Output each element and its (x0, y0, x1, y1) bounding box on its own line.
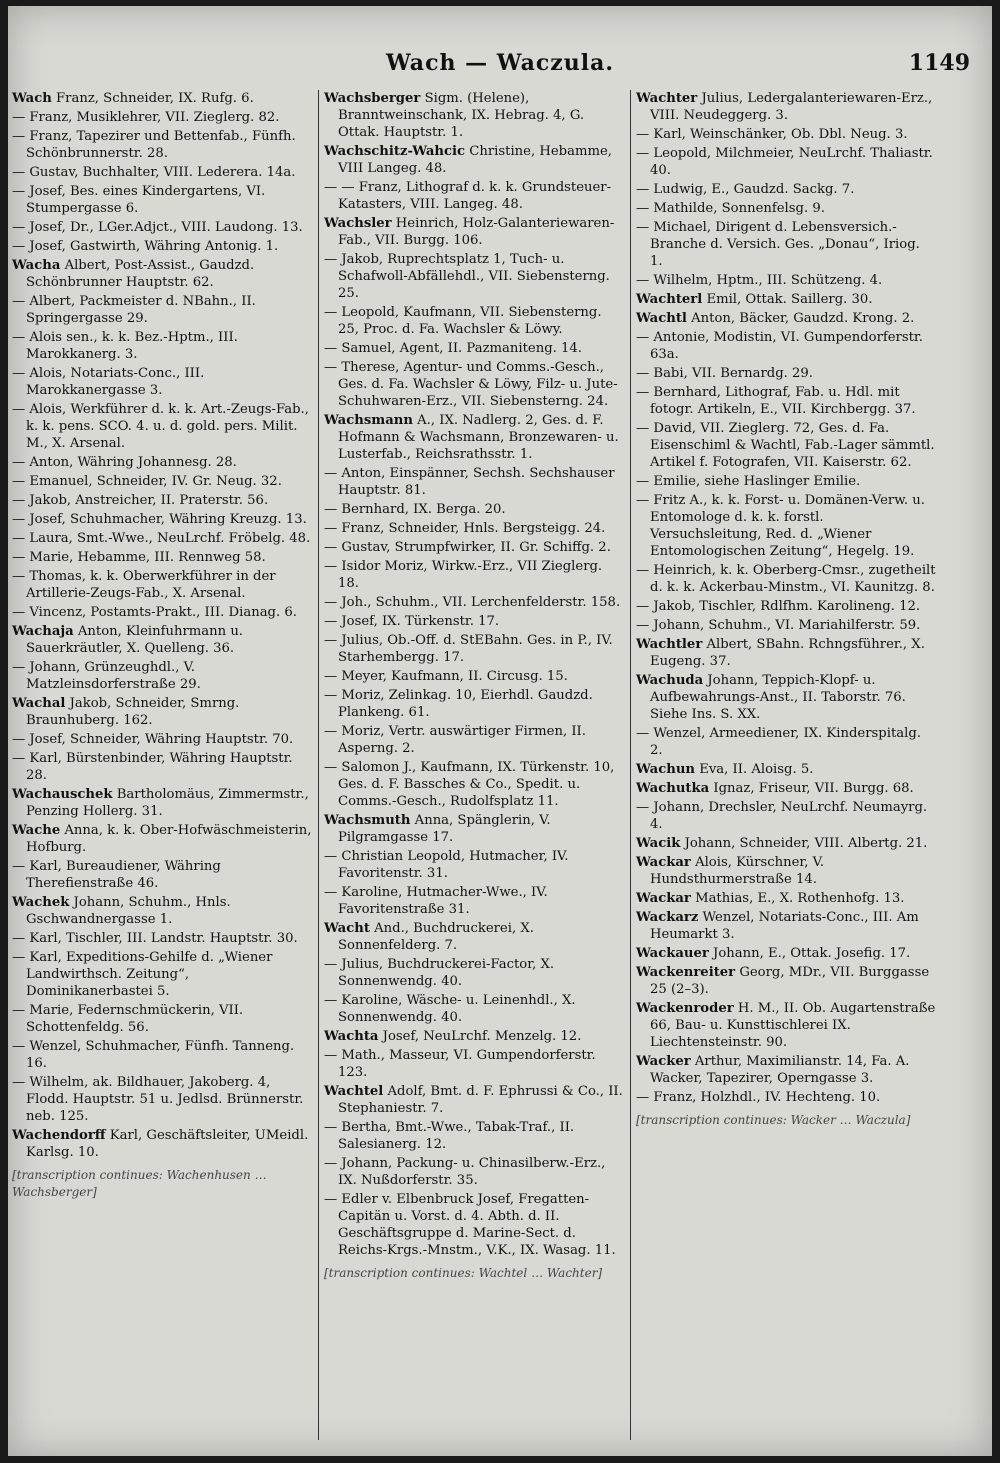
entry-surname: Wackarz (636, 910, 699, 925)
column-divider (318, 90, 319, 1440)
entry-text: — Vincenz, Postamts-Prakt., III. Dianag. 6. (12, 605, 297, 620)
directory-entry (12, 822, 312, 856)
directory-page (8, 6, 992, 1456)
entry-surname: Wachek (12, 895, 70, 910)
entry-text: — Karl, Bürstenbinder, Währing Hauptstr. 28. (12, 751, 293, 783)
entry-surname: Wachtler (636, 637, 703, 652)
directory-entry (12, 858, 312, 892)
directory-entry (12, 365, 312, 399)
directory-entry (636, 854, 936, 888)
directory-entry (12, 164, 312, 181)
entry-text: Karl, Geschäftsleiter, UMeidl. Karlsg. 10. (26, 1128, 309, 1160)
entry-surname: Wache (12, 823, 61, 838)
entry-surname: Wachtl (636, 311, 687, 326)
entry-text: — Laura, Smt.-Wwe., NeuLrchf. Fröbelg. 48. (12, 531, 311, 546)
entry-text: — Marie, Federnschmückerin, VII. Schottenfeldg. 56. (12, 1003, 244, 1035)
entry-text: — Julius, Buchdruckerei-Factor, X. Sonnenwendg. 40. (324, 957, 555, 989)
entry-text: — Johann, Drechsler, NeuLrchf. Neumayrg. 4. (636, 800, 928, 832)
entry-surname: Wacha (12, 258, 61, 273)
entry-text: Ignaz, Friseur, VII. Burgg. 68. (709, 781, 914, 796)
entry-surname: Wachsberger (324, 91, 421, 106)
directory-entry (636, 90, 936, 124)
entry-text: — Edler v. Elbenbruck Josef, Fregatten-Capitän u. Vorst. d. 4. Abth. d. II. Geschäftsgruppe d. Marine-Sect. d. Reichs-Krgs.-Mnstm., V.K., IX. Wasag. 11. (324, 1192, 616, 1258)
entry-text: — Karl, Weinschänker, Ob. Dbl. Neug. 3. (636, 127, 908, 142)
entry-text: — Moriz, Zelinkag. 10, Eierhdl. Gaudzd. Plankeng. 61. (324, 688, 593, 720)
column-1 (12, 90, 312, 1440)
directory-entry (324, 304, 624, 338)
directory-entry (12, 659, 312, 693)
directory-entry (12, 1074, 312, 1125)
continuation-note: [transcription continues: Wachenhusen … Wachsberger] (12, 1168, 267, 1199)
entry-text: Alois, Kürschner, V. Hundsthurmerstraße 14. (650, 855, 825, 887)
directory-entry (324, 848, 624, 882)
page-header (8, 50, 992, 84)
entry-surname: Wachuda (636, 673, 704, 688)
directory-entry (636, 473, 936, 490)
directory-entry (324, 920, 624, 954)
entry-surname: Wackauer (636, 946, 709, 961)
directory-entry (636, 725, 936, 759)
entry-text: — Julius, Ob.-Off. d. StEBahn. Ges. in P., IV. Starhembergg. 17. (324, 633, 613, 665)
continuation-note: [transcription continues: Wachtel … Wachter] (324, 1266, 603, 1280)
directory-entry (12, 894, 312, 928)
column-2 (324, 90, 624, 1440)
entry-text: — Josef, Dr., LGer.Adjct., VIII. Laudong. 13. (12, 220, 303, 235)
directory-entry (636, 1053, 936, 1087)
directory-entry (324, 1047, 624, 1081)
entry-text: A., IX. Nadlerg. 2, Ges. d. F. Hofmann & Wachsmann, Bronzewaren- u. Lusterfab., Reichsrathsstr. 1. (338, 413, 619, 462)
entry-text: — Anton, Währing Johannesg. 28. (12, 455, 237, 470)
entry-text: Adolf, Bmt. d. F. Ephrussi & Co., II. Stephaniestr. 7. (338, 1084, 623, 1116)
directory-entry (324, 558, 624, 592)
directory-entry (12, 511, 312, 528)
directory-entry (636, 780, 936, 797)
entry-surname: Wachta (324, 1029, 379, 1044)
entry-surname: Wacht (324, 921, 370, 936)
entry-text: — — Franz, Lithograf d. k. k. Grundsteuer-Katasters, VIII. Langeg. 48. (324, 180, 612, 212)
directory-entry (324, 613, 624, 630)
directory-entry (636, 598, 936, 615)
entry-text: — Leopold, Milchmeier, NeuLrchf. Thaliastr. 40. (636, 146, 933, 178)
entry-text: — Josef, Bes. eines Kindergartens, VI. Stumpergasse 6. (12, 184, 266, 216)
directory-entry (324, 1119, 624, 1153)
directory-entry (636, 420, 936, 471)
directory-entry (636, 492, 936, 560)
entry-text: — Karoline, Hutmacher-Wwe., IV. Favoritenstraße 31. (324, 885, 548, 917)
directory-entry (324, 956, 624, 990)
entry-text: And., Buchdruckerei, X. Sonnenfelderg. 7. (338, 921, 534, 953)
entry-text: Anna, Spänglerin, V. Pilgramgasse 17. (338, 813, 551, 845)
entry-surname: Wachsler (324, 216, 392, 231)
entry-text: Johann, Teppich-Klopf- u. Aufbewahrungs-Anst., II. Taborstr. 76. Siehe Ins. S. XX. (650, 673, 906, 722)
directory-entry (324, 594, 624, 611)
directory-entry (12, 128, 312, 162)
entry-text: Franz, Schneider, IX. Rufg. 6. (51, 91, 254, 106)
directory-entry (636, 761, 936, 778)
entry-text: — Johann, Schuhm., VI. Mariahilferstr. 59. (636, 618, 921, 633)
directory-entry (12, 238, 312, 255)
directory-entry (324, 520, 624, 537)
entry-text: — Jakob, Tischler, Rdlfhm. Karolineng. 12. (636, 599, 921, 614)
entry-surname: Wachschitz-Wahcic (324, 144, 466, 159)
entry-text: — Josef, IX. Türkenstr. 17. (324, 614, 500, 629)
directory-entry (324, 759, 624, 810)
entry-surname: Wachsmann (324, 413, 413, 428)
entry-text: Albert, SBahn. Rchngsführer., X. Eugeng. 37. (650, 637, 925, 669)
entry-surname: Wachauschek (12, 787, 113, 802)
entry-text: — David, VII. Zieglerg. 72, Ges. d. Fa. Eisenschiml & Wachtl, Fab.-Lager sämmtl. Artikel f. Fotografen, VII. Kaiserstr. 62. (636, 421, 935, 470)
entry-text: — Salomon J., Kaufmann, IX. Türkenstr. 10, Ges. d. F. Bassches & Co., Spedit. u. Comms.-Gesch., Rudolfsplatz 11. (324, 760, 615, 809)
entry-text: — Mathilde, Sonnenfelsg. 9. (636, 201, 825, 216)
entry-text: — Bernhard, IX. Berga. 20. (324, 502, 506, 517)
directory-entry (324, 179, 624, 213)
directory-entry (636, 200, 936, 217)
entry-text: Bartholomäus, Zimmermstr., Penzing Hollerg. 31. (26, 787, 309, 819)
entry-text: — Isidor Moriz, Wirkw.-Erz., VII Zieglerg. 18. (324, 559, 603, 591)
entry-text: Jakob, Schneider, Smrng. Braunhuberg. 162. (26, 696, 240, 728)
entry-text: — Moriz, Vertr. auswärtiger Firmen, II. Asperng. 2. (324, 724, 586, 756)
entry-surname: Wachendorff (12, 1128, 106, 1143)
directory-entry (12, 401, 312, 452)
directory-entry (12, 731, 312, 748)
directory-entry (636, 145, 936, 179)
entry-text: — Jakob, Ruprechtsplatz 1, Tuch- u. Schafwoll-Abfällehdl., VII. Siebensterng. 25. (324, 252, 610, 301)
directory-entry (324, 812, 624, 846)
directory-entry (636, 799, 936, 833)
directory-entry (12, 492, 312, 509)
directory-entry (636, 272, 936, 289)
entry-surname: Wach (12, 91, 52, 106)
directory-entry (636, 636, 936, 670)
directory-entry (12, 329, 312, 363)
directory-entry (324, 539, 624, 556)
directory-entry (324, 340, 624, 357)
entry-text: — Meyer, Kaufmann, II. Circusg. 15. (324, 669, 568, 684)
directory-entry (12, 623, 312, 657)
entry-text: Heinrich, Holz-Galanteriewaren-Fab., VII. Burgg. 106. (338, 216, 615, 248)
directory-entry (324, 668, 624, 685)
entry-text: Emil, Ottak. Saillerg. 30. (702, 292, 873, 307)
entry-surname: Wackar (636, 891, 691, 906)
entry-surname: Wacik (636, 836, 681, 851)
entry-text: — Gustav, Buchhalter, VIII. Lederera. 14a. (12, 165, 296, 180)
directory-entry (636, 964, 936, 998)
directory-entry (324, 1191, 624, 1259)
entry-text: — Franz, Holzhdl., IV. Hechteng. 10. (636, 1090, 881, 1105)
directory-entry (636, 672, 936, 723)
entry-text: — Christian Leopold, Hutmacher, IV. Favoritenstr. 31. (324, 849, 569, 881)
entry-text: Josef, NeuLrchf. Menzelg. 12. (378, 1029, 582, 1044)
directory-entry (324, 90, 624, 141)
entry-text: — Emilie, siehe Haslinger Emilie. (636, 474, 861, 489)
directory-entry (636, 181, 936, 198)
entry-text: — Karoline, Wäsche- u. Leinenhdl., X. Sonnenwendg. 40. (324, 993, 576, 1025)
entry-surname: Wacker (636, 1054, 691, 1069)
entry-text: Eva, II. Aloisg. 5. (695, 762, 814, 777)
directory-entry (12, 530, 312, 547)
entry-text: Georg, MDr., VII. Burggasse 25 (2–3). (650, 965, 930, 997)
entry-text: — Anton, Einspänner, Sechsh. Sechshauser Hauptstr. 81. (324, 466, 615, 498)
directory-entry (324, 359, 624, 410)
directory-entry (12, 930, 312, 947)
entry-text: — Therese, Agentur- und Comms.-Gesch., Ges. d. Fa. Wachsler & Löwy, Filz- u. Jute-Schuhwaren-Erz., VII. Siebensterng. 24. (324, 360, 618, 409)
directory-entry (636, 1089, 936, 1106)
page-title: Wach — Waczula. (386, 50, 614, 76)
entry-text: — Wilhelm, Hptm., III. Schützeng. 4. (636, 273, 883, 288)
entry-text: — Franz, Schneider, Hnls. Bergsteigg. 24. (324, 521, 606, 536)
entry-text: — Albert, Packmeister d. NBahn., II. Springergasse 29. (12, 294, 256, 326)
directory-entry (636, 291, 936, 308)
entry-surname: Wachterl (636, 292, 703, 307)
directory-entry (12, 1038, 312, 1072)
entry-text: Anton, Kleinfuhrmann u. Sauerkräutler, X. Quelleng. 36. (26, 624, 244, 656)
entry-text: Albert, Post-Assist., Gaudzd. Schönbrunner Hauptstr. 62. (26, 258, 255, 290)
entry-text: — Ludwig, E., Gaudzd. Sackg. 7. (636, 182, 855, 197)
entry-surname: Wachtel (324, 1084, 384, 1099)
entry-text: — Franz, Musiklehrer, VII. Zieglerg. 82. (12, 110, 280, 125)
entry-text: — Josef, Schuhmacher, Währing Kreuzg. 13. (12, 512, 307, 527)
entry-text: — Wenzel, Schuhmacher, Fünfh. Tanneng. 16. (12, 1039, 295, 1071)
entry-text: — Johann, Grünzeughdl., V. Matzleinsdorferstraße 29. (12, 660, 201, 692)
entry-text: — Gustav, Strumpfwirker, II. Gr. Schiffg. 2. (324, 540, 611, 555)
entry-text: — Wilhelm, ak. Bildhauer, Jakoberg. 4, Flodd. Hauptstr. 51 u. Jedlsd. Brünnerstr. neb. 125. (12, 1075, 304, 1124)
entry-surname: Wackar (636, 855, 691, 870)
entry-text: Anton, Bäcker, Gaudzd. Krong. 2. (686, 311, 915, 326)
directory-entry (12, 568, 312, 602)
directory-entry (12, 293, 312, 327)
directory-entry (324, 632, 624, 666)
directory-entry (12, 257, 312, 291)
entry-text: — Karl, Tischler, III. Landstr. Hauptstr. 30. (12, 931, 298, 946)
directory-entry (324, 1028, 624, 1045)
directory-entry (636, 126, 936, 143)
directory-entry (12, 90, 312, 107)
entry-text: — Heinrich, k. k. Oberberg-Cmsr., zugetheilt d. k. k. Ackerbau-Minstm., VI. Kaunitzg. 8. (636, 563, 936, 595)
entry-surname: Wachal (12, 696, 66, 711)
entry-text: — Alois, Notariats-Conc., III. Marokkanergasse 3. (12, 366, 205, 398)
directory-entry (12, 1002, 312, 1036)
directory-entry (636, 219, 936, 270)
entry-surname: Wachter (636, 91, 698, 106)
entry-text: — Leopold, Kaufmann, VII. Siebensterng. 25, Proc. d. Fa. Wachsler & Löwy. (324, 305, 602, 337)
entry-surname: Wackenreiter (636, 965, 736, 980)
entry-text: — Emanuel, Schneider, IV. Gr. Neug. 32. (12, 474, 282, 489)
entry-text: — Samuel, Agent, II. Pazmaniteng. 14. (324, 341, 582, 356)
directory-entry (636, 384, 936, 418)
entry-text: — Johann, Packung- u. Chinasilberw.-Erz., IX. Nußdorferstr. 35. (324, 1156, 606, 1188)
entry-text: — Wenzel, Armeediener, IX. Kinderspitalg. 2. (636, 726, 921, 758)
directory-entry (636, 329, 936, 363)
directory-entry (12, 949, 312, 1000)
page-number: 1149 (908, 50, 970, 76)
directory-entry (324, 215, 624, 249)
directory-entry (636, 365, 936, 382)
entry-text: — Bertha, Bmt.-Wwe., Tabak-Traf., II. Salesianerg. 12. (324, 1120, 575, 1152)
directory-entry (324, 412, 624, 463)
entry-text: — Marie, Hebamme, III. Rennweg 58. (12, 550, 266, 565)
entry-text: — Michael, Dirigent d. Lebensversich.-Branche d. Versich. Ges. „Donau“, Iriog. 1. (636, 220, 920, 269)
directory-entry (12, 183, 312, 217)
directory-entry (324, 687, 624, 721)
entry-text: — Alois sen., k. k. Bez.-Hptm., III. Marokkanerg. 3. (12, 330, 238, 362)
directory-entry (636, 909, 936, 943)
entry-text: Mathias, E., X. Rothenhofg. 13. (690, 891, 905, 906)
directory-entry (324, 1155, 624, 1189)
directory-entry (324, 723, 624, 757)
directory-entry (636, 835, 936, 852)
directory-entry (324, 143, 624, 177)
directory-entry (636, 562, 936, 596)
directory-entry (12, 549, 312, 566)
entry-surname: Wachun (636, 762, 696, 777)
directory-entry (12, 786, 312, 820)
directory-entry (636, 617, 936, 634)
directory-entry (12, 109, 312, 126)
directory-entry (12, 750, 312, 784)
entry-text: — Bernhard, Lithograf, Fab. u. Hdl. mit fotogr. Artikeln, E., VII. Kirchbergg. 37. (636, 385, 916, 417)
entry-text: — Karl, Bureaudiener, Währing Therefienstraße 46. (12, 859, 221, 891)
entry-text: — Josef, Gastwirth, Währing Antonig. 1. (12, 239, 279, 254)
entry-text: Johann, Schneider, VIII. Albertg. 21. (680, 836, 928, 851)
directory-entry (12, 1127, 312, 1161)
column-divider (630, 90, 631, 1440)
entry-text: Sigm. (Helene), Branntweinschank, IX. Hebrag. 4, G. Ottak. Hauptstr. 1. (338, 91, 585, 140)
entry-text: Christine, Hebamme, VIII Langeg. 48. (338, 144, 612, 176)
directory-entry (324, 251, 624, 302)
continuation-note: [transcription continues: Wacker … Waczula] (636, 1113, 911, 1127)
entry-text: — Math., Masseur, VI. Gumpendorferstr. 123. (324, 1048, 596, 1080)
entry-text: — Jakob, Anstreicher, II. Praterstr. 56. (12, 493, 269, 508)
directory-entry (324, 465, 624, 499)
directory-entry (12, 454, 312, 471)
entry-surname: Wachsmuth (324, 813, 411, 828)
directory-entry (12, 695, 312, 729)
entry-text: — Joh., Schuhm., VII. Lerchenfelderstr. 158. (324, 595, 621, 610)
directory-entry (12, 219, 312, 236)
directory-entry (636, 310, 936, 327)
entry-text: — Karl, Expeditions-Gehilfe d. „Wiener Landwirthsch. Zeitung“, Dominikanerbastei 5. (12, 950, 273, 999)
entry-text: — Babi, VII. Bernardg. 29. (636, 366, 814, 381)
entry-text: Johann, E., Ottak. Josefig. 17. (708, 946, 911, 961)
entry-text: Anna, k. k. Ober-Hofwäschmeisterin, Hofburg. (26, 823, 312, 855)
entry-text: H. M., II. Ob. Augartenstraße 66, Bau- u. Kunsttischlerei IX. Liechtensteinstr. 90. (650, 1001, 936, 1050)
directory-entry (636, 945, 936, 962)
directory-entry (324, 501, 624, 518)
directory-entry (636, 890, 936, 907)
entry-text: Arthur, Maximilianstr. 14, Fa. A. Wacker, Tapezirer, Operngasse 3. (650, 1054, 910, 1086)
entry-text: — Fritz A., k. k. Forst- u. Domänen-Verw. u. Entomologe d. k. k. forstl. Versuchsleitung, Red. d. „Wiener Entomologischen Zeitung“, Hegelg. 19. (636, 493, 925, 559)
entry-text: Julius, Ledergalanteriewaren-Erz., VIII. Neudeggerg. 3. (650, 91, 933, 123)
entry-text: Johann, Schuhm., Hnls. Gschwandnergasse 1. (26, 895, 231, 927)
entry-text: Wenzel, Notariats-Conc., III. Am Heumarkt 3. (650, 910, 919, 942)
entry-surname: Wackenroder (636, 1001, 734, 1016)
directory-entry (636, 1000, 936, 1051)
entry-text: — Thomas, k. k. Oberwerkführer in der Artillerie-Zeugs-Fab., X. Arsenal. (12, 569, 276, 601)
directory-entry (324, 884, 624, 918)
directory-entry (12, 604, 312, 621)
entry-text: — Antonie, Modistin, VI. Gumpendorferstr. 63a. (636, 330, 923, 362)
directory-entry (324, 992, 624, 1026)
entry-text: — Franz, Tapezirer und Bettenfab., Fünfh. Schönbrunnerstr. 28. (12, 129, 296, 161)
column-3 (636, 90, 936, 1440)
entry-surname: Wachutka (636, 781, 710, 796)
entry-text: — Josef, Schneider, Währing Hauptstr. 70. (12, 732, 294, 747)
directory-entry (12, 473, 312, 490)
entry-text: — Alois, Werkführer d. k. k. Art.-Zeugs-Fab., k. k. pens. SCO. 4. u. d. gold. pers. Milit. M., X. Arsenal. (12, 402, 309, 451)
directory-entry (324, 1083, 624, 1117)
entry-surname: Wachaja (12, 624, 74, 639)
